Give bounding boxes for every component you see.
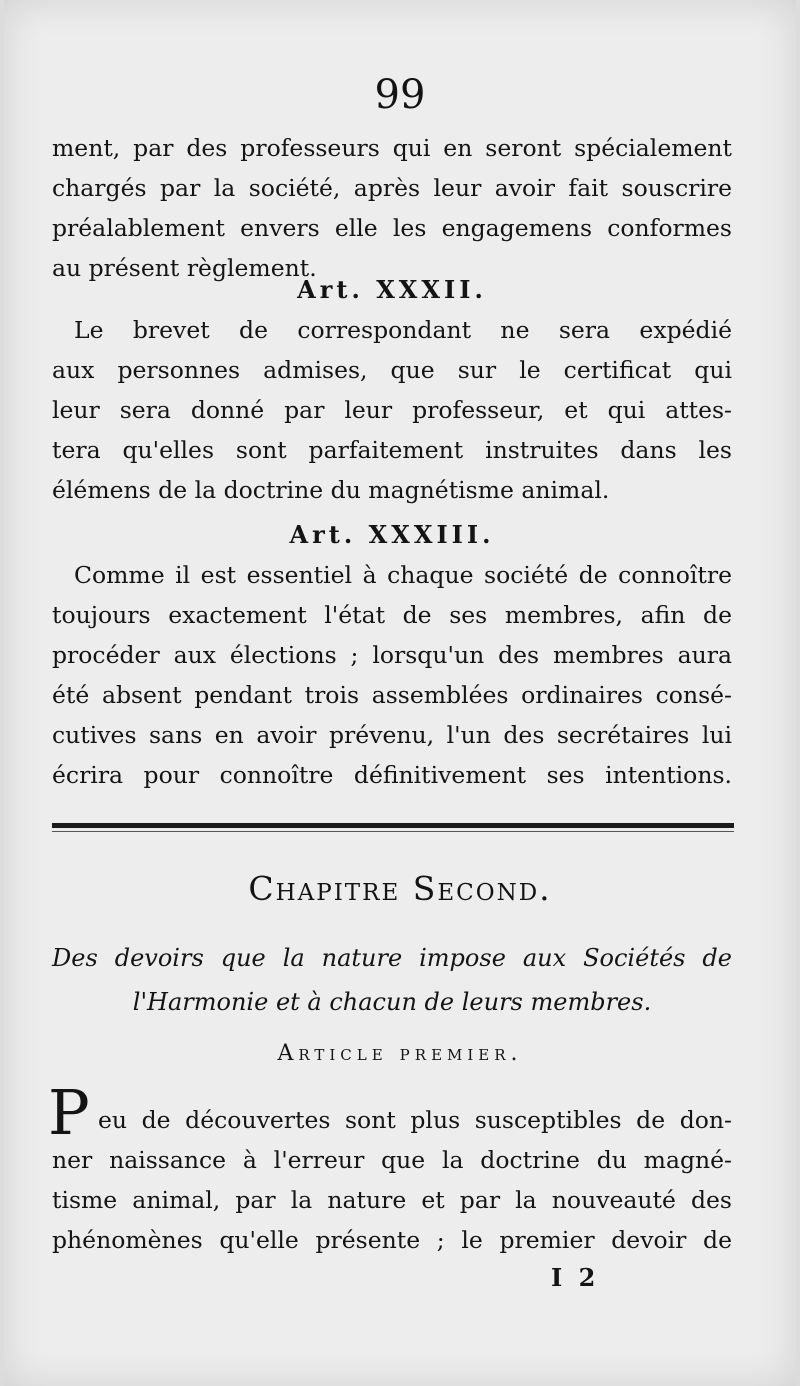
text-line: été absent pendant trois assemblées ordinaires consé-: [52, 681, 732, 709]
text-line: cutives sans en avoir prévenu, l'un des secrétaires lui: [52, 721, 732, 749]
text-line: ment, par des professeurs qui en seront spécialement: [52, 134, 732, 162]
text-line: leur sera donné par leur professeur, et qui attes-: [52, 396, 732, 424]
text-line: Le brevet de correspondant ne sera expédié: [74, 316, 732, 344]
text-line: élémens de la doctrine du magnétisme animal.: [52, 476, 610, 504]
text-line: écrira pour connoître définitivement ses intentions.: [52, 761, 732, 789]
continuation-paragraph: [52, 128, 732, 288]
article-premier-title: Article premier.: [277, 1041, 523, 1066]
subtitle-line: l'Harmonie et à chacun de leurs membres.: [132, 988, 652, 1016]
text-line: aux personnes admises, que sur le certificat qui: [52, 356, 732, 384]
article-33: [52, 515, 732, 795]
text-line: phénomènes qu'elle présente ; le premier devoir de: [52, 1226, 732, 1254]
text-line: eu de découvertes sont plus susceptibles de don-: [98, 1106, 732, 1134]
subtitle-line: Des devoirs que la nature impose aux Sociétés de: [52, 944, 732, 972]
drop-cap: P: [48, 1076, 90, 1149]
article-heading: Art. XXXII.: [297, 275, 487, 304]
text-line: chargés par la société, après leur avoir fait souscrire: [52, 174, 732, 202]
text-line: tera qu'elles sont parfaitement instruites dans les: [52, 436, 732, 464]
chapter-subtitle: [52, 936, 732, 1024]
text-line: toujours exactement l'état de ses membres, afin de: [52, 601, 732, 629]
text-line: Comme il est essentiel à chaque société de connoître: [74, 561, 732, 589]
signature-mark: I 2: [551, 1263, 600, 1292]
text-line: procéder aux élections ; lorsqu'un des membres aura: [52, 641, 732, 669]
text-line: ner naissance à l'erreur que la doctrine du magné-: [52, 1146, 732, 1174]
chapter-divider-thick: [52, 823, 734, 828]
text-line: préalablement envers elle les engagemens conformes: [52, 214, 732, 242]
article-heading: Art. XXXIII.: [289, 520, 495, 549]
chapter-divider-thin: [52, 831, 734, 832]
chapter-title: Chapitre Second.: [248, 869, 552, 908]
text-line: au présent règlement.: [52, 254, 317, 282]
article-32: [52, 270, 732, 510]
book-page: [4, 0, 796, 1386]
text-line: tisme animal, par la nature et par la nouveauté des: [52, 1186, 732, 1214]
article-premier-body: [52, 1100, 732, 1260]
page-number: 99: [374, 72, 426, 118]
